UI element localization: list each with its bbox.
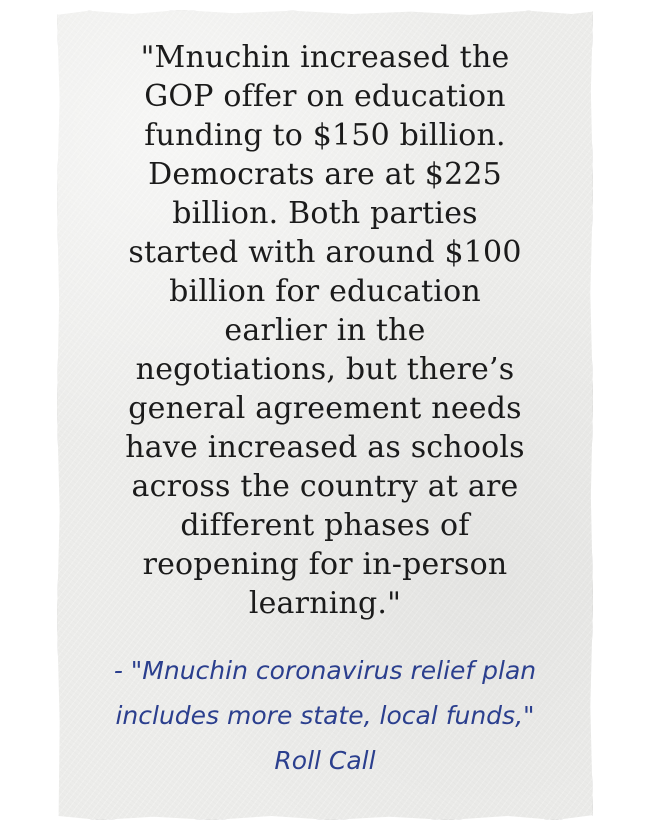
attribution-source: Roll Call [274,746,376,775]
quote-line: started with around $100 [128,235,522,270]
quote-line: GOP offer on education [144,79,506,114]
quote-line: negotiations, but there’s [135,352,515,387]
quote-line: billion for education [169,274,481,309]
attribution-line: includes more state, local funds," [115,701,535,730]
quote-line: reopening for in-person [142,547,508,582]
quote-attribution [78,648,572,783]
quote-line: "Mnuchin increased the [140,40,510,75]
quote-line: billion. Both parties [172,196,478,231]
quote-line: learning." [248,586,402,621]
quote-text [78,38,572,623]
attribution-line: - "Mnuchin coronavirus relief plan [113,656,537,685]
quote-line: have increased as schools [125,430,525,465]
quote-line: general agreement needs [128,391,522,426]
quote-line: earlier in the [224,313,426,348]
quote-line: across the country at are [131,469,519,504]
quote-line: Democrats are at $225 [148,157,502,192]
quote-line: funding to $150 billion. [144,118,506,153]
quote-line: different phases of [180,508,470,543]
